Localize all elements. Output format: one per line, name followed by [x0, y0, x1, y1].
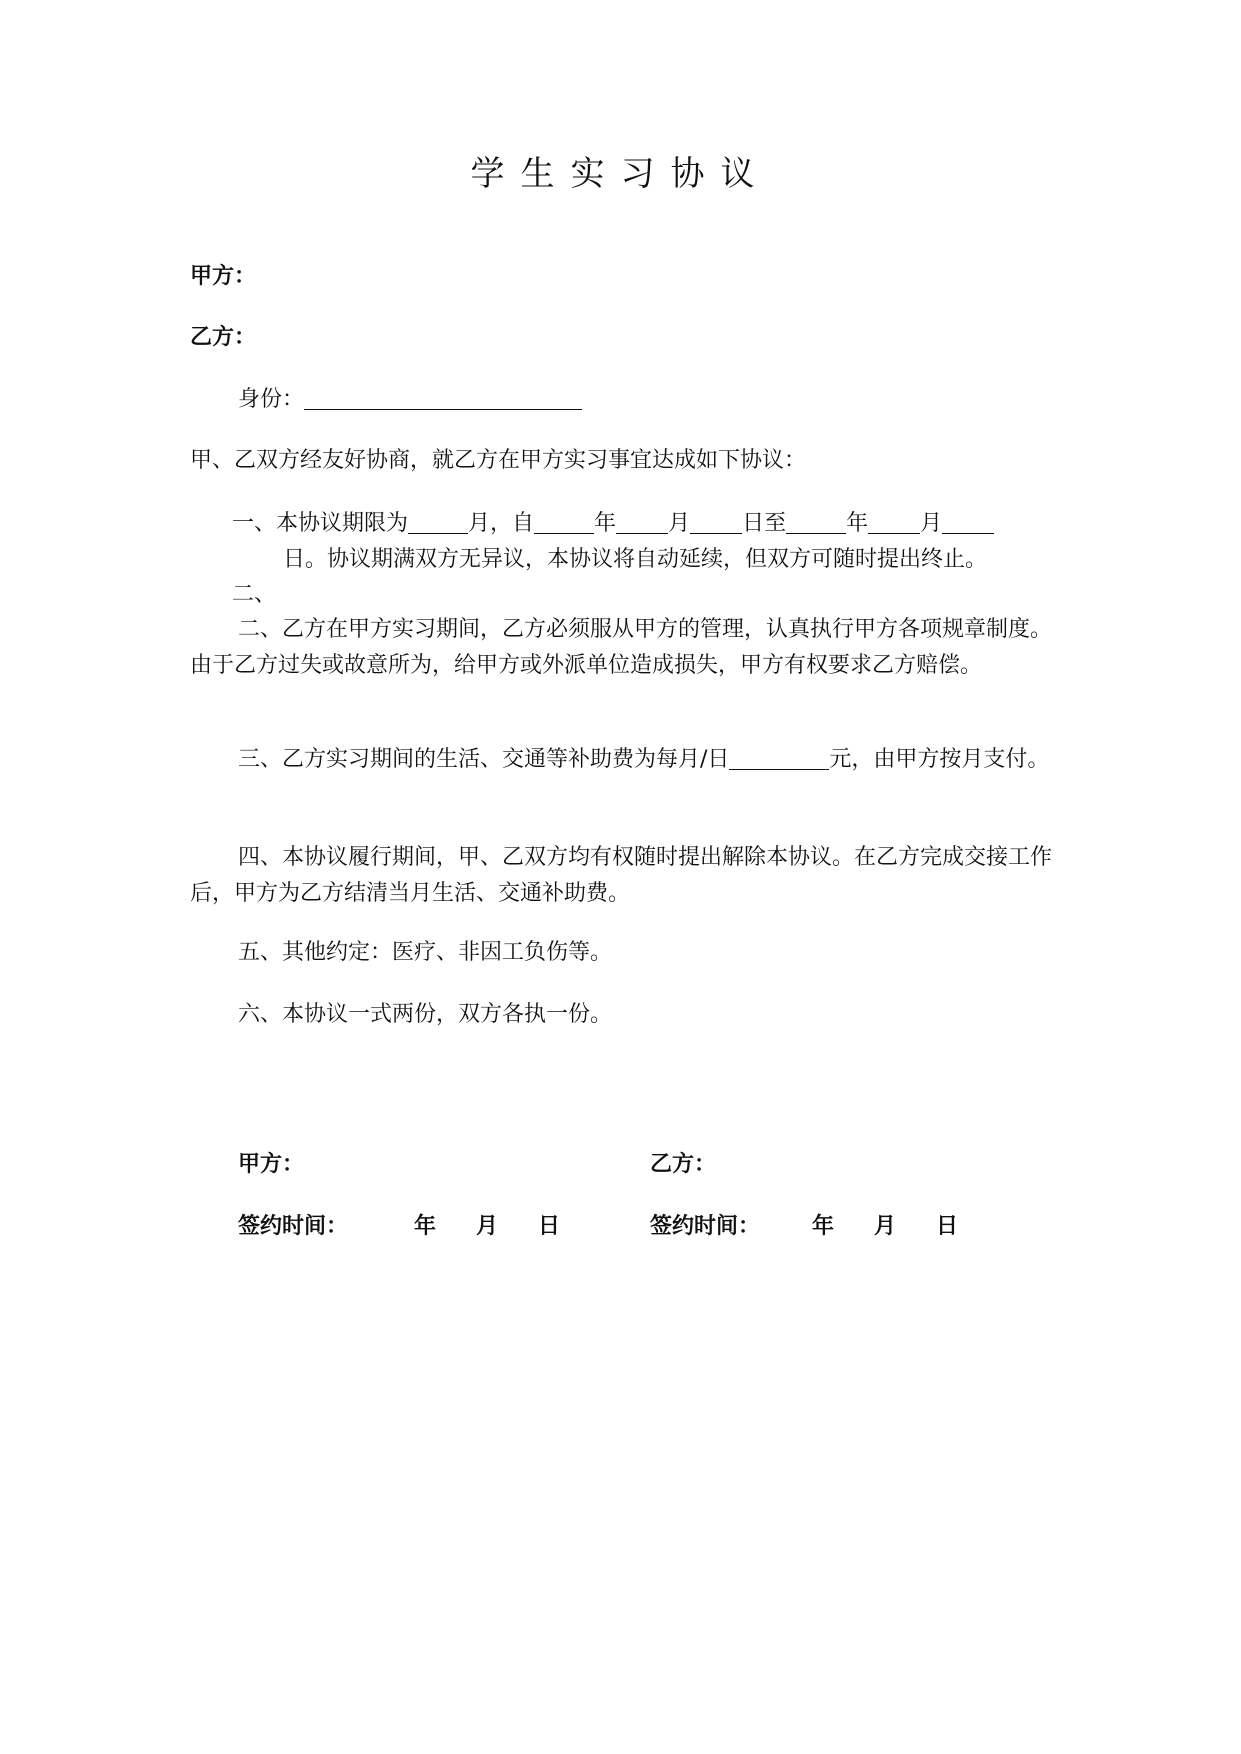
date-label-a: 签约时间：	[238, 1214, 349, 1239]
date-a-month: 月	[476, 1214, 499, 1239]
party-a-label: 甲方：	[190, 264, 257, 289]
clause-5: 五、其他约定：医疗、非因工负伤等。	[238, 940, 613, 965]
clause-4: 四、本协议履行期间，甲、乙双方均有权随时提出解除本协议。在乙方完成交接工作后，甲方为乙方结清当月生活、交通补助费。	[190, 845, 1053, 906]
clause-1-year2: 年	[846, 511, 869, 536]
intro-text: 甲、乙双方经友好协商，就乙方在甲方实习事宜达成如下协议：	[190, 448, 807, 473]
clause-1-day-to: 日至	[742, 511, 787, 536]
document-title: 学生实习协议	[470, 154, 771, 194]
signature-date-a	[238, 1212, 560, 1242]
date-a-year: 年	[414, 1214, 437, 1239]
clause-1-line-1	[232, 509, 994, 539]
end-day-blank	[942, 509, 994, 534]
clause-1-month3: 月	[920, 511, 943, 536]
clause-1-year: 年	[594, 511, 617, 536]
end-year-blank	[786, 509, 846, 534]
date-label-b: 签约时间：	[650, 1214, 761, 1239]
signature-party-b: 乙方：	[650, 1152, 717, 1177]
end-month-blank	[868, 509, 920, 534]
term-months-blank	[408, 509, 468, 534]
clause-1-line-2: 日。协议期满双方无异议，本协议将自动延续，但双方可随时提出终止。	[283, 547, 988, 572]
signature-date-b	[650, 1212, 958, 1242]
date-b-year: 年	[812, 1214, 835, 1239]
clause-1-month2: 月	[668, 511, 691, 536]
start-year-blank	[534, 509, 594, 534]
date-b-day: 日	[936, 1214, 959, 1239]
stray-numeral: 二、	[232, 582, 277, 607]
clause-2: 二、乙方在甲方实习期间，乙方必须服从甲方的管理，认真执行甲方各项规章制度。由于乙方过失或故意所为，给甲方或外派单位造成损失，甲方有权要求乙方赔偿。	[190, 617, 1053, 678]
date-b-month: 月	[874, 1214, 897, 1239]
clause-1-month: 月，	[468, 511, 513, 536]
clause-3	[190, 742, 1054, 778]
date-a-day: 日	[538, 1214, 561, 1239]
party-b-label: 乙方：	[190, 325, 257, 350]
identity-label: 身份：	[238, 387, 305, 412]
identity-line	[238, 385, 582, 415]
clause-3-prefix: 三、乙方实习期间的生活、交通等补助费为每月/日	[238, 747, 730, 772]
clause-1-prefix: 一、本协议期限为	[232, 511, 409, 536]
clause-6: 六、本协议一式两份，双方各执一份。	[238, 1002, 613, 1027]
signature-party-a: 甲方：	[238, 1152, 305, 1177]
clause-1-from: 自	[512, 511, 535, 536]
start-day-blank	[690, 509, 742, 534]
identity-blank	[304, 385, 582, 410]
start-month-blank	[616, 509, 668, 534]
allowance-blank	[729, 745, 829, 770]
clause-3-suffix: 元，由甲方按月支付。	[829, 747, 1050, 772]
